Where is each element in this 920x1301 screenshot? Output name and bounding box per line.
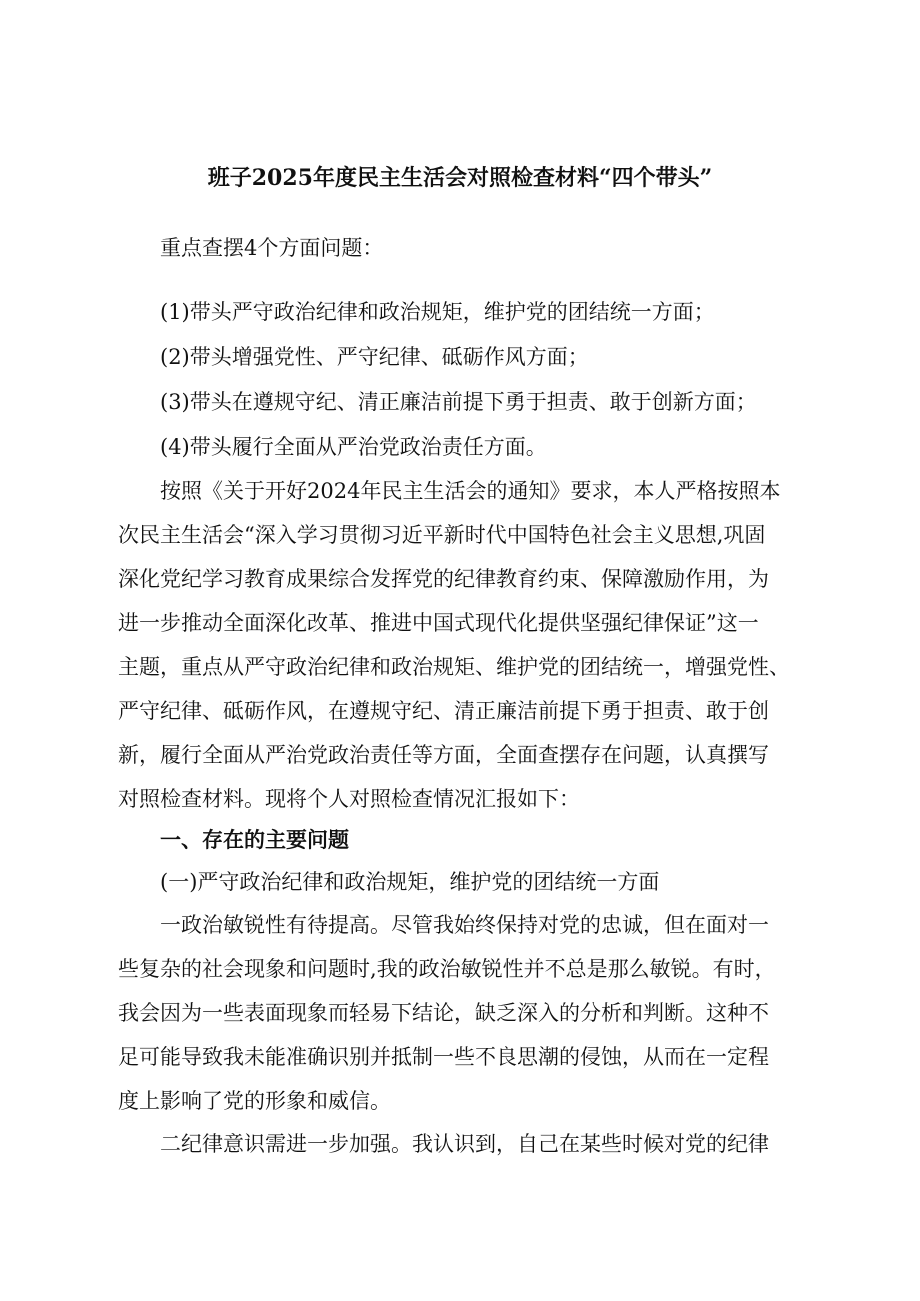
aspect-item: (2)带头增强党性、严守纪律、砥砺作风方面； bbox=[160, 345, 589, 369]
body-line: 对照检查材料。现将个人对照检查情况汇报如下： bbox=[118, 787, 580, 811]
aspect-item: (3)带头在遵规守纪、清正廉洁前提下勇于担责、敢于创新方面； bbox=[160, 390, 757, 414]
intro-text: 重点查摆4个方面问题： bbox=[160, 236, 384, 260]
body-line: 度上影响了党的形象和威信。 bbox=[118, 1089, 391, 1113]
section-heading: 一、存在的主要问题 bbox=[160, 827, 349, 852]
body-line: 我会因为一些表面现象而轻易下结论，缺乏深入的分析和判断。这种不 bbox=[118, 1001, 769, 1025]
body-line: 些复杂的社会现象和问题时,我的政治敏锐性并不总是那么敏锐。有时， bbox=[118, 957, 776, 981]
body-line: 按照《关于开好2024年民主生活会的通知》要求，本人严格按照本 bbox=[160, 479, 781, 503]
body-line: 主题，重点从严守政治纪律和政治规矩、维护党的团结统一，增强党性、 bbox=[118, 655, 790, 679]
body-line: 一政治敏锐性有待提高。尽管我始终保持对党的忠诚，但在面对一 bbox=[160, 913, 769, 937]
body-line: 严守纪律、砥砺作风，在遵规守纪、清正廉洁前提下勇于担责、敢于创 bbox=[118, 699, 769, 723]
document-title: 班子2025年度民主生活会对照检查材料“四个带头” bbox=[207, 165, 713, 191]
body-line: 次民主生活会“深入学习贯彻习近平新时代中国特色社会主义思想,巩固 bbox=[118, 523, 766, 547]
subsection-heading: (一)严守政治纪律和政治规矩，维护党的团结统一方面 bbox=[160, 870, 660, 894]
body-line: 进一步推动全面深化改革、推进中国式现代化提供坚强纪律保证”这一 bbox=[118, 611, 759, 635]
aspect-item: (1)带头严守政治纪律和政治规矩，维护党的团结统一方面； bbox=[160, 300, 715, 324]
aspect-item: (4)带头履行全面从严治党政治责任方面。 bbox=[160, 435, 547, 459]
body-line: 二纪律意识需进一步加强。我认识到，自己在某些时候对党的纪律 bbox=[160, 1132, 769, 1156]
body-line: 足可能导致我未能准确识别并抵制一些不良思潮的侵蚀，从而在一定程 bbox=[118, 1045, 769, 1069]
body-line: 新，履行全面从严治党政治责任等方面，全面查摆存在问题，认真撰写 bbox=[118, 743, 769, 767]
body-line: 深化党纪学习教育成果综合发挥党的纪律教育约束、保障激励作用，为 bbox=[118, 567, 769, 591]
